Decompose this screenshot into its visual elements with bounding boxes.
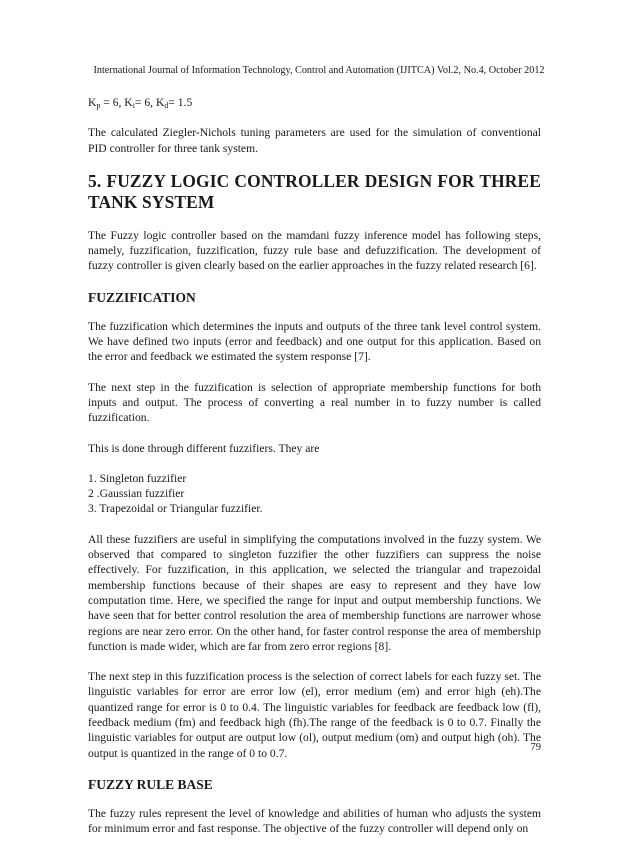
fuzzification-paragraph-2: The next step in the fuzzification is selection of appropriate membership functions for both inputs and output. The process of converting a real number in to fuzzy number is called fuzzification. — [88, 380, 541, 425]
section-5-heading: 5. FUZZY LOGIC CONTROLLER DESIGN FOR THREE TANK SYSTEM — [88, 170, 541, 213]
list-item: 1. Singleton fuzzifier — [88, 471, 187, 485]
list-item: 2 .Gaussian fuzzifier — [88, 487, 185, 501]
kp-subscript: p — [96, 101, 101, 110]
kp-symbol: K — [88, 96, 97, 109]
page-number: 79 — [530, 742, 541, 753]
rule-base-paragraph: The fuzzy rules represent the level of knowledge and abilities of human who adjusts the system for minimum error and fast response. The objective of the fuzzy controller will depend only on — [88, 806, 541, 836]
kp-value: = 6, K — [100, 96, 133, 109]
fuzzification-heading: FUZZIFICATION — [88, 289, 196, 305]
ki-subscript: i — [132, 101, 135, 110]
zn-paragraph: The calculated Ziegler-Nichols tuning parameters are used for the simulation of conventional PID controller for three tank system. — [88, 126, 541, 155]
list-item: 3. Trapezoidal or Triangular fuzzifier. — [88, 502, 263, 516]
fuzzifier-list — [88, 471, 541, 517]
pid-parameters — [88, 95, 541, 110]
ki-value: = 6, K — [134, 96, 165, 109]
fuzzification-paragraph-1: The fuzzification which determines the inputs and outputs of the three tank level control system. We have defined two inputs (error and feedback) and one output for this application. Based on the error and feedback we estimated the system response [7]. — [88, 319, 541, 364]
fuzzification-paragraph-4: All these fuzzifiers are useful in simplifying the computations involved in the fuzzy system. We observed that compared to singleton fuzzifier the other fuzzifiers can suppress the noise effectively. For fuzzification, in this application, we selected the triangular and trapezoidal membership functions because of their shapes are easy to represent and they have low computation time. Here, we specified the range for input and output membership functions. We have seen that for better control resolution the area of membership functions are narrower whose regions are near zero error. On the other hand, for faster control response the area of membership function is made wider, which are far from zero error regions [8]. — [88, 532, 541, 653]
running-header: International Journal of Information Technology, Control and Automation (IJITCA) Vol.2, No.4, October 2012 — [93, 65, 545, 76]
fuzzification-paragraph-5: The next step in this fuzzification process is the selection of correct labels for each fuzzy set. The linguistic variables for error are error low (el), error medium (em) and error high (eh).The quantized range for error is 0 to 0.4. The linguistic variables for feedback are feedback low (fl), feedback medium (fm) and feedback high (fh).The range of the feedback is 0 to 0.7. Finally the linguistic variables for output are output low (ol), output medium (om) and output high (oh). The output is quantized in the range of 0 to 0.7. — [88, 670, 541, 760]
page-content — [88, 95, 541, 852]
fuzzification-paragraph-3: This is done through different fuzzifiers. They are — [88, 441, 320, 455]
kd-subscript: d — [164, 101, 169, 110]
kd-value: = 1.5 — [168, 96, 193, 109]
fuzzy-rule-base-heading: FUZZY RULE BASE — [88, 776, 213, 792]
intro-paragraph: The Fuzzy logic controller based on the mamdani fuzzy inference model has following steps, namely, fuzzification, fuzzification, fuzzy rule base and defuzzification. The development of fuzzy controller is given clearly based on the earlier approaches in the fuzzy related research [6]. — [88, 228, 541, 273]
